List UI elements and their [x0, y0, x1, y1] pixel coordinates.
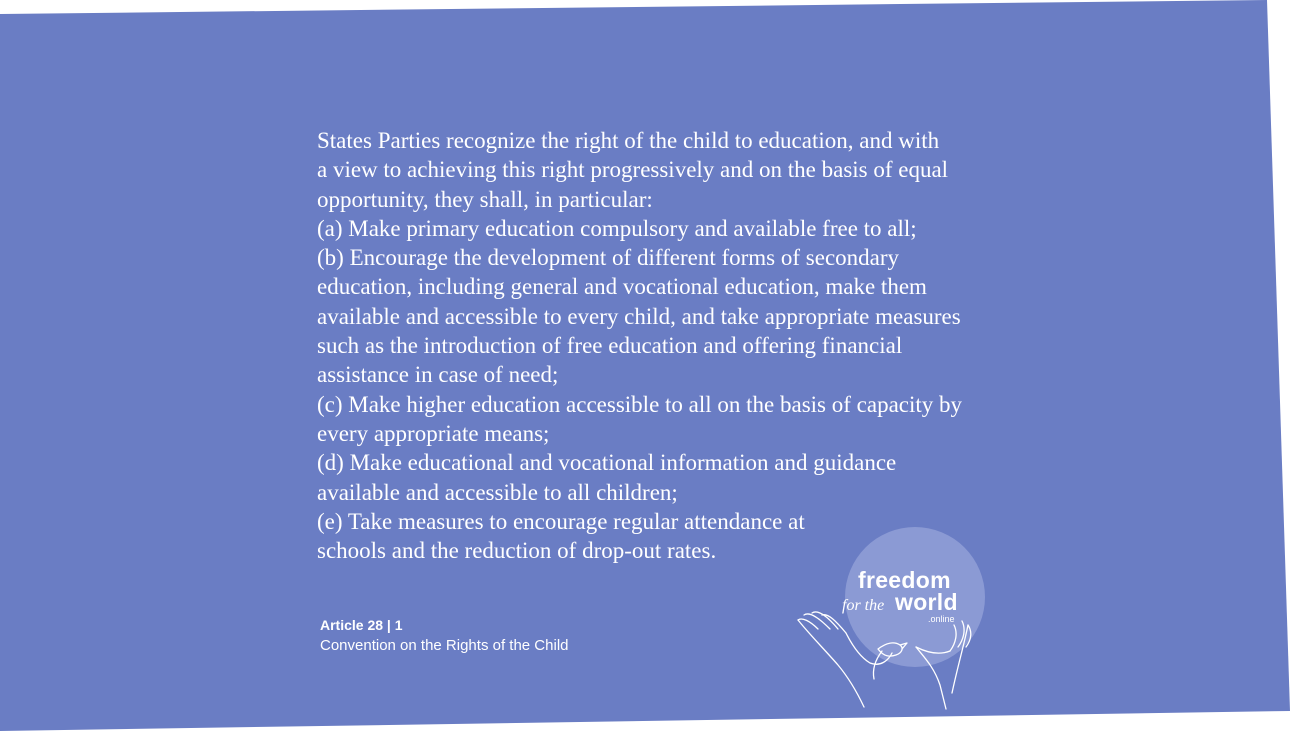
- freedom-for-the-world-logo: [790, 525, 1000, 715]
- logo-suffix-online: .online: [928, 614, 955, 624]
- article-reference: Article 28 | 1: [320, 617, 403, 633]
- quote-line: available and accessible to every child, and take appropriate measures: [317, 303, 961, 329]
- hands-releasing-dove-icon: [790, 525, 1000, 715]
- quote-line: (e) Take measures to encourage regular attendance at: [317, 508, 805, 534]
- logo-word-freedom: freedom: [858, 567, 951, 593]
- quote-line: (a) Make primary education compulsory and available free to all;: [317, 215, 917, 241]
- quote-line: education, including general and vocational education, make them: [317, 274, 927, 300]
- quote-line: such as the introduction of free education and offering financial: [317, 333, 903, 359]
- quote-line: (b) Encourage the development of different forms of secondary: [317, 245, 900, 271]
- convention-source: Convention on the Rights of the Child: [320, 637, 569, 654]
- quote-line: States Parties recognize the right of the child to education, and with: [317, 128, 940, 153]
- left-hand-outline: [798, 620, 864, 707]
- citation: [320, 615, 569, 657]
- quote-line: every appropriate means;: [317, 420, 550, 446]
- quote-line: schools and the reduction of drop-out rates.: [317, 538, 717, 564]
- quote-line: a view to achieving this right progressively and on the basis of equal: [317, 157, 949, 183]
- logo-word-world: world: [895, 589, 958, 615]
- quote-line: assistance in case of need;: [317, 362, 559, 388]
- logo-script-for-the: for the: [842, 597, 885, 614]
- quote-line: opportunity, they shall, in particular:: [317, 186, 653, 212]
- quote-line: (c) Make higher education accessible to all on the basis of capacity by: [317, 391, 963, 417]
- quote-line: (d) Make educational and vocational information and guidance: [317, 450, 897, 476]
- quote-text: [317, 126, 1007, 565]
- quote-line: available and accessible to all children;: [317, 479, 678, 505]
